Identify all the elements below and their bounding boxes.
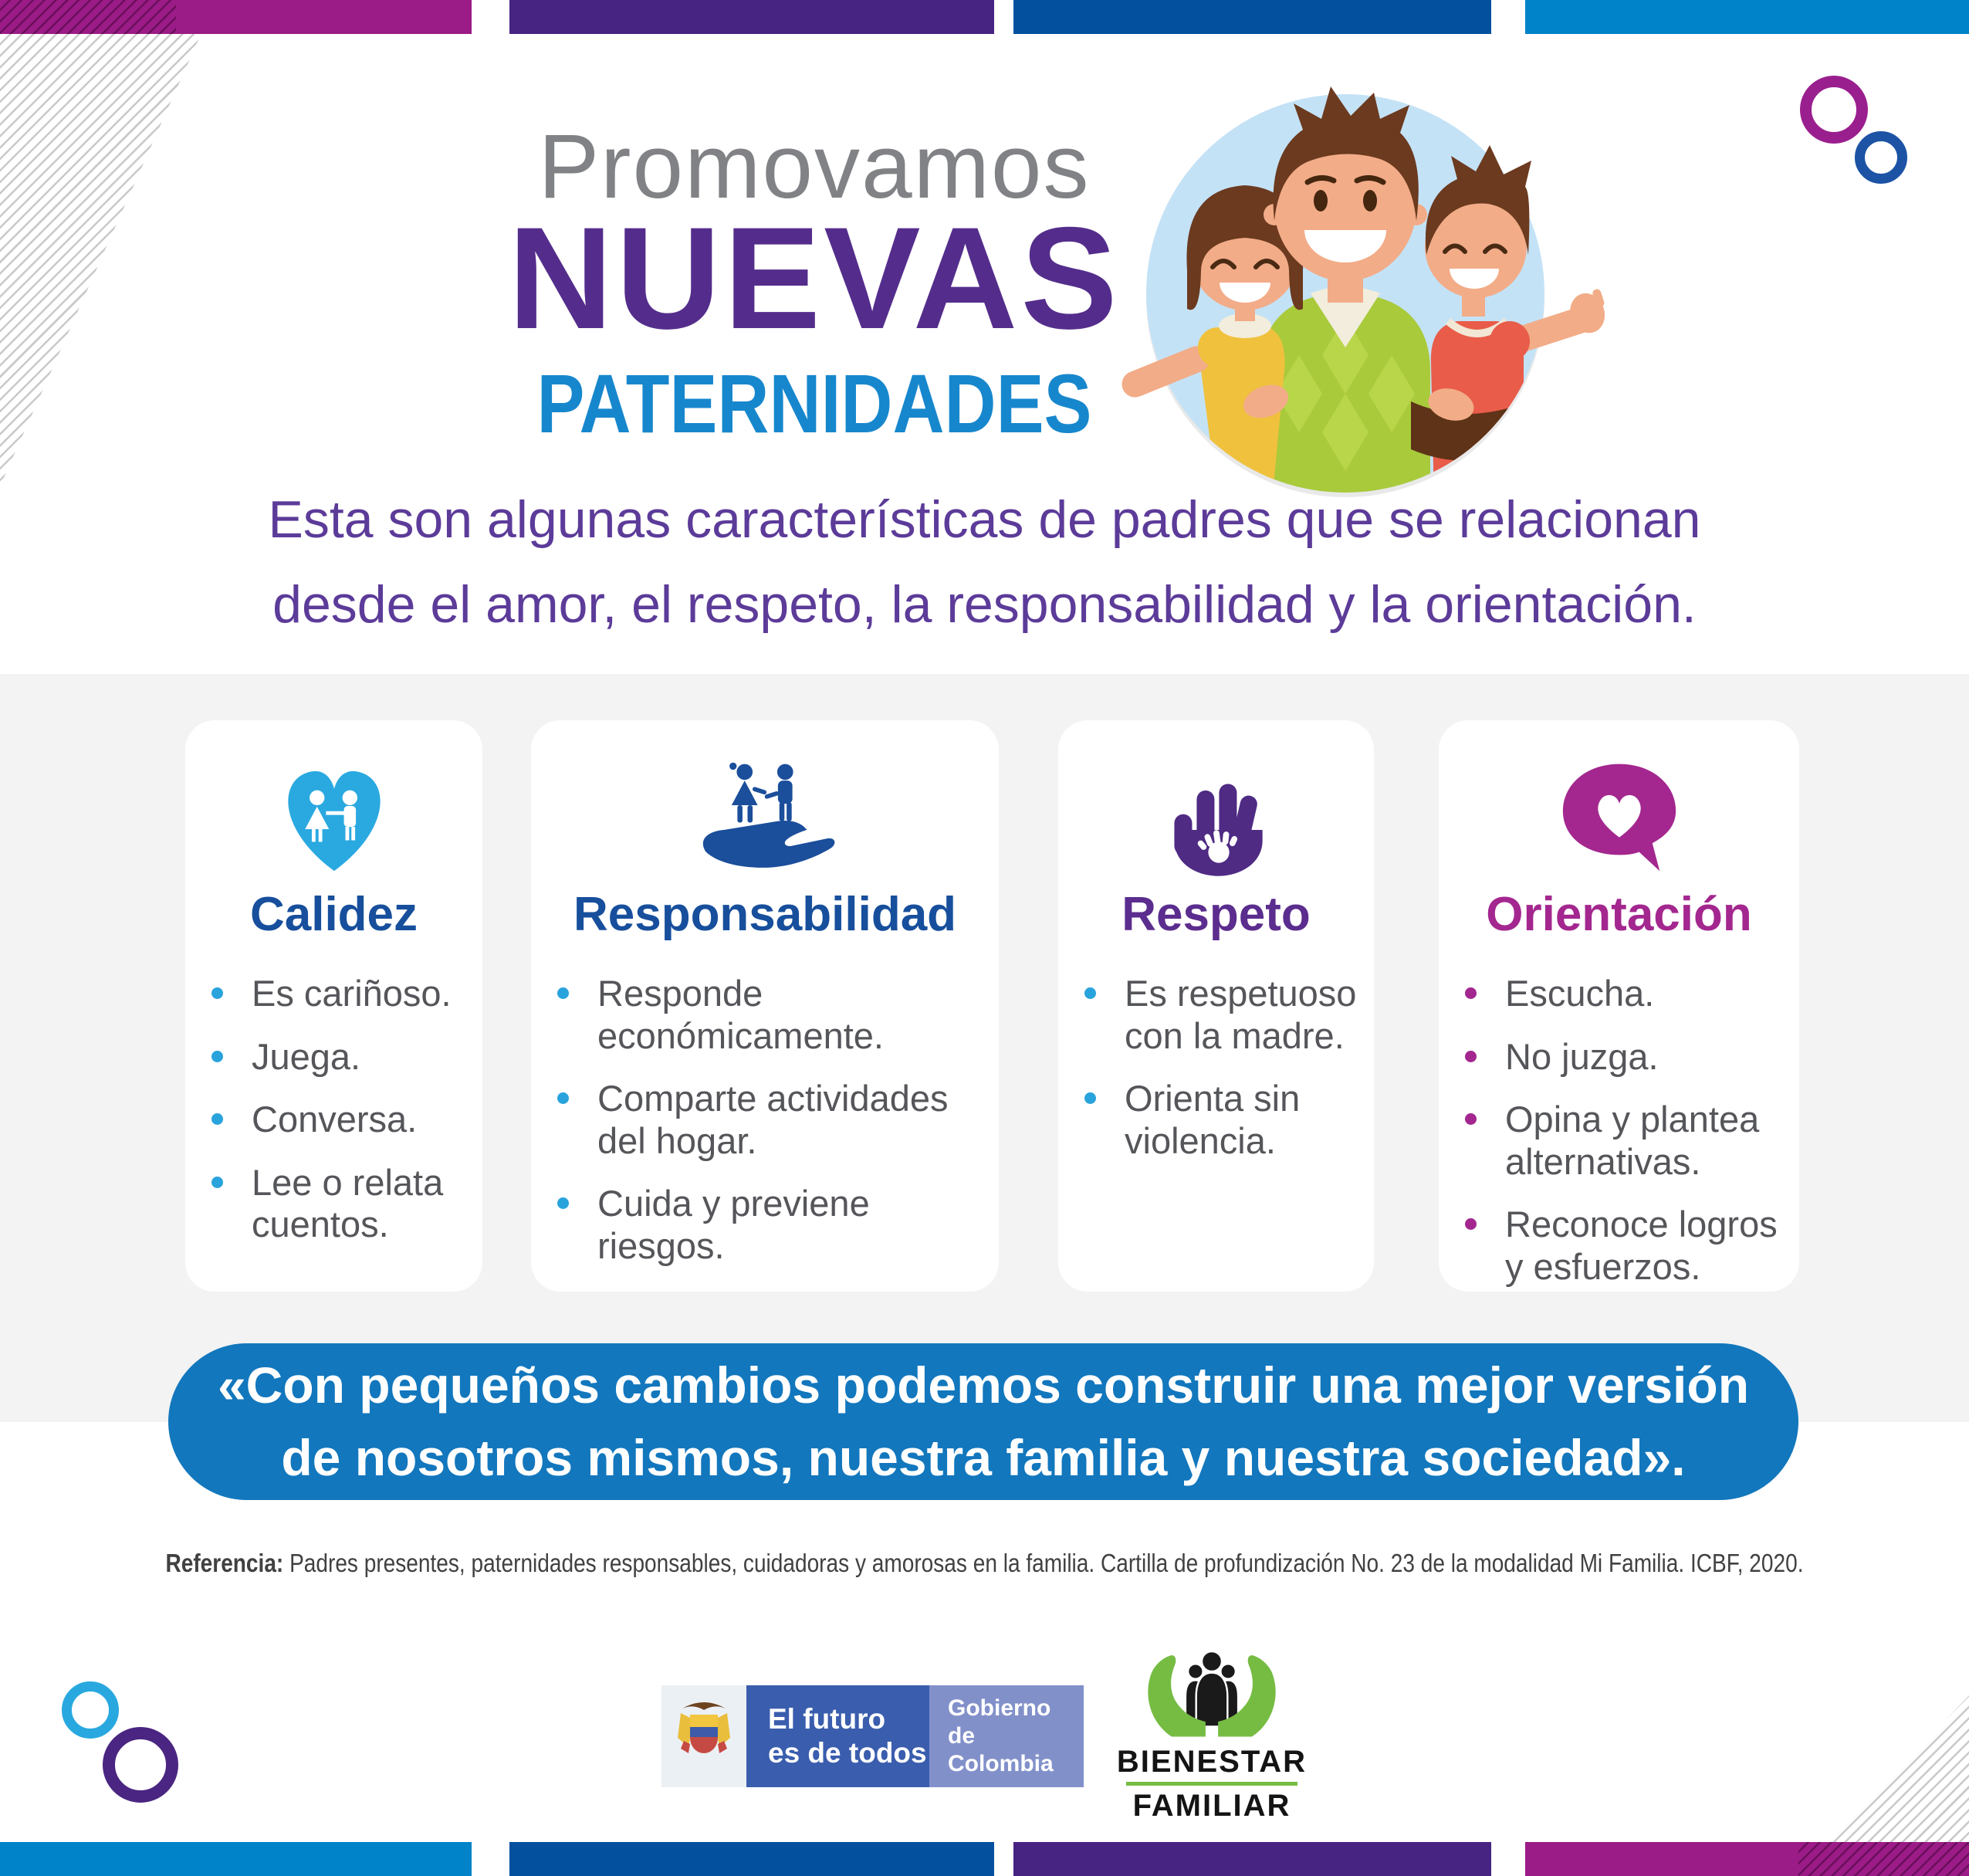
responsabilidad-bullet-list — [531, 973, 999, 1267]
icbf-name-line-1: BIENESTAR — [1116, 1745, 1308, 1779]
colombia-coat-of-arms — [673, 1699, 735, 1773]
bottom-bar-dark-blue — [509, 1842, 994, 1876]
list-item: Escucha. — [1460, 973, 1791, 1015]
gov-slogan-line-2: es de todos — [768, 1737, 927, 1769]
icbf-hands-family-icon — [1123, 1641, 1301, 1742]
top-bar-dark-blue — [1013, 0, 1491, 34]
subtitle-line-1: Esta son algunas características de padres que se relacionan — [268, 490, 1701, 549]
gov-slogan-line-1: El futuro — [768, 1703, 886, 1735]
bottom-bar-light-blue — [0, 1842, 472, 1876]
diagonal-lines-over-top-bar — [0, 0, 176, 34]
quote-line-1: «Con pequeños cambios podemos construir una mejor versión — [217, 1356, 1750, 1414]
list-item: Reconoce logros y esfuerzos. — [1460, 1204, 1791, 1288]
bienestar-familiar-logo — [1104, 1641, 1320, 1822]
speech-bubble-heart-icon — [1554, 758, 1685, 875]
title-paternidades: PATERNIDADES — [536, 357, 1092, 450]
quote-banner — [168, 1343, 1798, 1500]
card-title-orientacion: Orientación — [1486, 888, 1752, 941]
list-item: Juega. — [207, 1036, 475, 1079]
gov-entity-line-1: Gobierno — [948, 1695, 1051, 1721]
government-logo — [661, 1685, 1084, 1787]
list-item: Orienta sin violencia. — [1080, 1078, 1366, 1162]
card-respeto — [1058, 720, 1374, 1292]
reference-note — [147, 1549, 1821, 1578]
card-title-responsabilidad: Responsabilidad — [573, 888, 957, 941]
icbf-name-line-2: FAMILIAR — [1132, 1789, 1291, 1823]
bottom-bar-purple — [1013, 1842, 1491, 1876]
ring-icon — [62, 1681, 119, 1739]
list-item: Responde económicamente. — [553, 973, 991, 1057]
card-responsabilidad — [531, 720, 999, 1292]
diagonal-lines-over-bottom-bar — [1798, 1842, 1969, 1876]
quote-line-2: de nosotros mismos, nuestra familia y nuestra sociedad». — [281, 1428, 1686, 1486]
list-item: Cuida y previene riesgos. — [553, 1183, 991, 1267]
card-title-respeto: Respeto — [1122, 888, 1311, 941]
list-item: Lee o relata cuentos. — [207, 1162, 475, 1246]
ring-icon — [1800, 76, 1868, 144]
adult-hand-with-child-hand-icon — [1159, 756, 1274, 878]
children-on-hand-icon — [688, 759, 842, 875]
list-item: Es respetuoso con la madre. — [1080, 973, 1366, 1057]
list-item: Opina y plantea alternativas. — [1460, 1099, 1791, 1183]
ring-icon — [103, 1727, 178, 1803]
heart-with-children-icon — [269, 759, 400, 875]
subtitle-line-2: desde el amor, el respeto, la responsabilidad y la orientación. — [272, 575, 1697, 635]
top-bar-purple — [509, 0, 994, 34]
card-title-calidez: Calidez — [249, 888, 418, 941]
list-item: No juzga. — [1460, 1036, 1791, 1079]
list-item: Conversa. — [207, 1099, 475, 1141]
respeto-bullet-list — [1058, 973, 1374, 1162]
card-orientacion — [1439, 720, 1799, 1292]
calidez-bullet-list — [185, 973, 482, 1246]
list-item: Es cariñoso. — [207, 973, 475, 1015]
top-bar-light-blue — [1525, 0, 1969, 34]
reference-text: Padres presentes, paternidades responsables, cuidadoras y amorosas en la familia. Cartilla de profundización No. 23 de la modalidad Mi Familia. ICBF, 2020. — [289, 1549, 1804, 1577]
subtitle — [0, 477, 1969, 647]
title-nuevas: NUEVAS — [508, 197, 1121, 359]
reference-label: Referencia: — [165, 1549, 284, 1577]
title-promovamos: Promovamos — [538, 116, 1091, 218]
list-item: Comparte actividades del hogar. — [553, 1078, 991, 1162]
orientacion-bullet-list — [1439, 973, 1799, 1288]
diagonal-lines-top-left — [0, 0, 216, 486]
ring-icon — [1855, 131, 1907, 184]
gov-entity-line-2: de Colombia — [948, 1723, 1054, 1776]
card-calidez — [185, 720, 482, 1292]
icbf-green-rule — [1126, 1782, 1297, 1786]
